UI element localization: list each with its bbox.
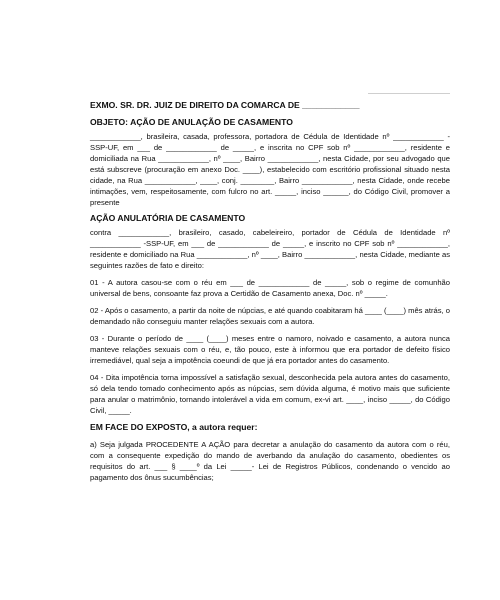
court-header: EXMO. SR. DR. JUIZ DE DIREITO DA COMARCA DE ____________ [90,100,360,110]
paragraph-04: 04 - Dita impotência torna impossível a satisfação sexual, desconhecida pela autora antes do casamento, só dela tendo tomado conhecimento após as núpcias, sem dúvida alguma, é motivo mais que suficiente para anular o matrimônio, tornando intolerável a vida em comum, ex-vi art. ____, inciso _____, do Código Civil, _____. [90,373,450,415]
paragraph-01: 01 - A autora casou-se com o réu em ___ de ____________ de _____, sob o regime de comunhão universal de bens, consoante faz prova a Certidão de Casamento anexa, Doc. nº _____. [90,278,450,298]
contra-paragraph: contra ____________, brasileiro, casado, cabeleireiro, portador de Cédula de Identidade nº ____________ -SSP-UF, em ___ de ____________ de _____, e inscrito no CPF sob nº ____________, residente e domiciliado na Rua ____________, nº ____, Bairro ____________, nesta Cidade, mediante as seguintes razões de fato e direito: [90,228,450,270]
paragraph-03: 03 - Durante o período de ____ (____) meses entre o namoro, noivado e casamento, a autora nunca manteve relações sexuais com o réu, e, tão pouco, este à informou que era portador de defeito físico irremediável, qual seja a impotência coeundi de que já era portador antes do casamento. [90,334,450,365]
paragraph-a: a) Seja julgada PROCEDENTE A AÇÃO para decretar a anulação do casamento da autora com o réu, com a consequente expedição do mando de averbando da anulação do casamento, obedientes os requisitos do art. ___ § ____º da Lei _____- Lei de Registros Públicos, condenando o vencido ao pagamento dos ônus sucumbências; [90,440,450,482]
acao-heading: AÇÃO ANULATÓRIA DE CASAMENTO [90,213,246,223]
intro-paragraph: ____________, brasileira, casada, professora, portadora de Cédula de Identidade nº ____________ - SSP-UF, em ___ de ____________ de _____, e inscrita no CPF sob nº ____________, residente e domiciliada na Rua ____________, nº ____, Bairro ____________, nesta Cidade, por seu advogado que está subscreve (procuração em anexo Doc. ____), estabelecido com escritório profissional situado nesta cidade, na Rua ____________, ____, conj. ________, Bairro ____________, nesta Cidade, onde recebe intimações, vem, respeitosamente, com fulcro no art. _____, inciso ______, do Código Civil, promover a presente [90,132,450,207]
header-rule [368,93,450,94]
document-body [90,100,450,489]
face-heading: EM FACE DO EXPOSTO, a autora requer: [90,422,258,432]
paragraph-02: 02 - Após o casamento, a partir da noite de núpcias, e até quando coabitaram há ____ (____) mês atrás, o demandado não conseguiu manter relações sexuais com a autora. [90,306,450,326]
objeto-heading: OBJETO: AÇÃO DE ANULAÇÃO DE CASAMENTO [90,117,293,127]
